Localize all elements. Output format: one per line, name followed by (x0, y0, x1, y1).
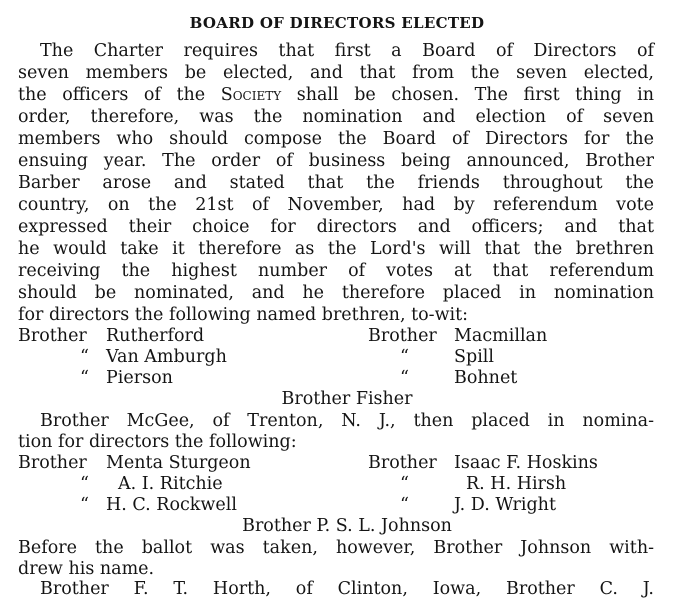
para1-line-5: members who should compose the Board of Directors for the (18, 129, 654, 149)
para2-line-2: tion for directors the following: (18, 432, 297, 452)
para1-line-8: country, on the 21st of November, had by referendum vote (18, 195, 654, 215)
list2-center: Brother P. S. L. Johnson (242, 516, 452, 536)
list1-right-1: Macmillan (454, 326, 548, 346)
para1-line-11: receiving the highest number of votes at that referendum (18, 261, 654, 281)
ditto-mark: “ (400, 368, 409, 388)
list2-right-1: Isaac F. Hoskins (454, 453, 598, 473)
list2-left-1: Menta Sturgeon (106, 453, 251, 473)
list1-left-1: Rutherford (106, 326, 205, 346)
para1-line-3 (18, 84, 654, 106)
ditto-mark: “ (80, 495, 89, 515)
para3-line-2: drew his name. (18, 559, 155, 579)
para1-line-9: expressed their choice for directors and officers; and that (18, 217, 654, 237)
ditto-mark: “ (400, 347, 409, 367)
ditto-mark: “ (400, 474, 409, 494)
ditto-mark: “ (80, 347, 89, 367)
para1-line-1: The Charter requires that first a Board of Directors of (40, 41, 654, 61)
ditto-mark: “ (80, 368, 89, 388)
list1-right-2: Spill (454, 347, 494, 367)
page-heading: BOARD OF DIRECTORS ELECTED (189, 14, 485, 32)
list2-left-2: A. I. Ritchie (118, 474, 223, 494)
list1-prefix: Brother (18, 326, 87, 346)
para3-line-1: Before the ballot was taken, however, Brother Johnson with- (18, 538, 654, 558)
list1-left-2: Van Amburgh (106, 347, 227, 367)
ditto-mark: “ (400, 495, 409, 515)
text-span: shall be chosen. The first thing in (281, 85, 655, 105)
para1-line-10: he would take it therefore as the Lord's will that the brethren (18, 239, 654, 259)
para1-line-7: Barber arose and stated that the friends throughout the (18, 173, 654, 193)
para2-line-1: Brother McGee, of Trenton, N. J., then placed in nomina- (40, 411, 654, 431)
list2-left-3: H. C. Rockwell (106, 495, 237, 515)
para4-line-1: Brother F. T. Horth, of Clinton, Iowa, Brother C. J. (40, 579, 654, 599)
para1-line-12: should be nominated, and he therefore placed in nomination (18, 283, 654, 303)
para1-line-13: for directors the following named brethren, to-wit: (18, 305, 469, 325)
para1-line-6: ensuing year. The order of business being announced, Brother (18, 151, 654, 171)
list1-left-3: Pierson (106, 368, 173, 388)
list2-prefix: Brother (18, 453, 87, 473)
list2-right-prefix: Brother (368, 453, 437, 473)
list2-right-3: J. D. Wright (454, 495, 556, 515)
society-smallcaps: Society (220, 85, 282, 105)
ditto-mark: “ (80, 474, 89, 494)
list1-right-prefix: Brother (368, 326, 437, 346)
text-span: the officers of the (18, 85, 221, 105)
para1-line-2: seven members be elected, and that from the seven elected, (18, 63, 654, 83)
para1-line-4: order, therefore, was the nomination and election of seven (18, 107, 654, 127)
list1-right-3: Bohnet (454, 368, 518, 388)
list1-center: Brother Fisher (281, 389, 413, 409)
list2-right-2: R. H. Hirsh (466, 474, 567, 494)
